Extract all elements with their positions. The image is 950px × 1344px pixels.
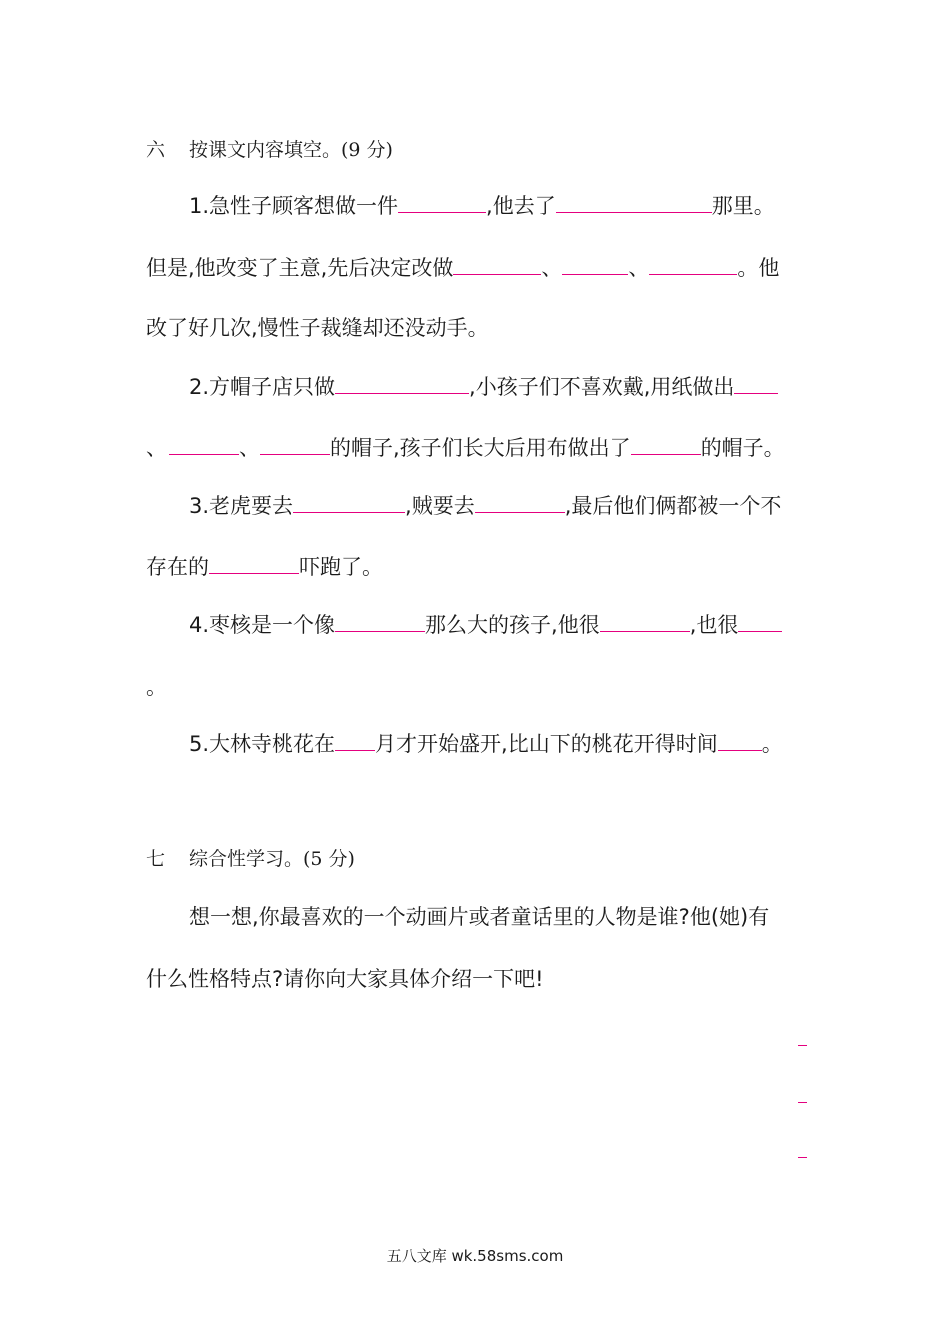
q4-text-d: 。: [146, 675, 167, 699]
q2-blank-3[interactable]: [169, 432, 239, 455]
q2-blank-4[interactable]: [260, 432, 330, 455]
section-7-heading: [146, 844, 355, 874]
section-7-prompt-2: 什么性格特点?请你向大家具体介绍一下吧!: [146, 967, 544, 991]
q3-text-e: 吓跑了。: [299, 555, 383, 579]
section-6-score: (9 分): [341, 139, 393, 161]
q1-text-g: 。他: [737, 256, 780, 280]
section-7-prompt-line-1: [189, 902, 769, 932]
q2-blank-2[interactable]: [734, 371, 778, 394]
q1-text-c: 那里。: [711, 194, 775, 218]
q1-blank-2[interactable]: [556, 190, 712, 213]
q1-blank-4[interactable]: [562, 252, 628, 275]
answer-line-1[interactable]: [798, 1045, 807, 1046]
q3-text-c: ,最后他们俩都被一个不: [564, 494, 782, 518]
section-6-title: 按课文内容填空。: [189, 139, 342, 161]
q2-text-c: 、: [146, 436, 167, 460]
q1-blank-3[interactable]: [453, 252, 541, 275]
q1-text-e: 、: [541, 256, 563, 280]
q2-text-f: 的帽子。: [700, 436, 785, 460]
q5-text-b: 月才开始盛开,比山下的桃花开得时间: [375, 732, 718, 756]
q1-line-1: [189, 190, 775, 221]
q4-line-2: [146, 672, 167, 702]
section-7-prompt-1: 想一想,你最喜欢的一个动画片或者童话里的人物是谁?他(她)有: [189, 905, 770, 929]
q3-line-2: [146, 551, 383, 582]
q1-line-2: [146, 252, 779, 283]
q1-text-h: 改了好几次,慢性子裁缝却还没动手。: [146, 316, 489, 340]
q1-blank-5[interactable]: [649, 252, 737, 275]
q2-text-a: 2.方帽子店只做: [189, 375, 336, 399]
q1-text-a: 1.急性子顾客想做一件: [189, 194, 399, 218]
q2-text-e: 的帽子,孩子们长大后用布做出了: [330, 436, 631, 460]
q3-blank-2[interactable]: [475, 490, 565, 513]
q2-blank-1[interactable]: [335, 371, 469, 394]
q4-line-1: [189, 609, 782, 640]
q2-line-2: [146, 432, 785, 463]
q4-blank-3[interactable]: [738, 609, 782, 632]
q5-line-1: [189, 728, 783, 759]
q4-text-a: 4.枣核是一个像: [189, 613, 336, 637]
q2-blank-5[interactable]: [631, 432, 701, 455]
q3-text-a: 3.老虎要去: [189, 494, 294, 518]
section-7-title: 综合性学习。: [189, 848, 304, 870]
q1-text-d: 但是,他改变了主意,先后决定改做: [146, 256, 454, 280]
answer-line-2[interactable]: [798, 1102, 807, 1103]
q5-text-c: 。: [761, 732, 783, 756]
q3-blank-3[interactable]: [209, 551, 299, 574]
q3-blank-1[interactable]: [293, 490, 405, 513]
q5-blank-1[interactable]: [335, 728, 375, 751]
q2-line-1: [189, 371, 778, 402]
answer-line-3[interactable]: [798, 1157, 807, 1158]
q3-line-1: [189, 490, 781, 521]
q1-blank-1[interactable]: [398, 190, 486, 213]
q5-text-a: 5.大林寺桃花在: [189, 732, 336, 756]
q2-text-b: ,小孩子们不喜欢戴,用纸做出: [469, 375, 735, 399]
q1-line-3: [146, 313, 489, 343]
section-7-number: 七: [146, 848, 166, 870]
section-6-heading: [146, 135, 393, 165]
q1-text-f: 、: [628, 256, 650, 280]
q4-text-b: 那么大的孩子,他很: [425, 613, 600, 637]
q4-text-c: ,也很: [689, 613, 739, 637]
q3-text-d: 存在的: [146, 555, 209, 579]
q4-blank-2[interactable]: [600, 609, 690, 632]
section-6-number: 六: [146, 139, 166, 161]
section-7-score: (5 分): [303, 848, 355, 870]
q1-text-b: ,他去了: [486, 194, 556, 218]
footer-watermark: 五八文库 wk.58sms.com: [386, 1247, 564, 1265]
q4-blank-1[interactable]: [335, 609, 425, 632]
q3-text-b: ,贼要去: [405, 494, 475, 518]
q5-blank-2[interactable]: [718, 728, 762, 751]
q2-text-d: 、: [239, 436, 260, 460]
section-7-prompt-line-2: [146, 964, 544, 994]
